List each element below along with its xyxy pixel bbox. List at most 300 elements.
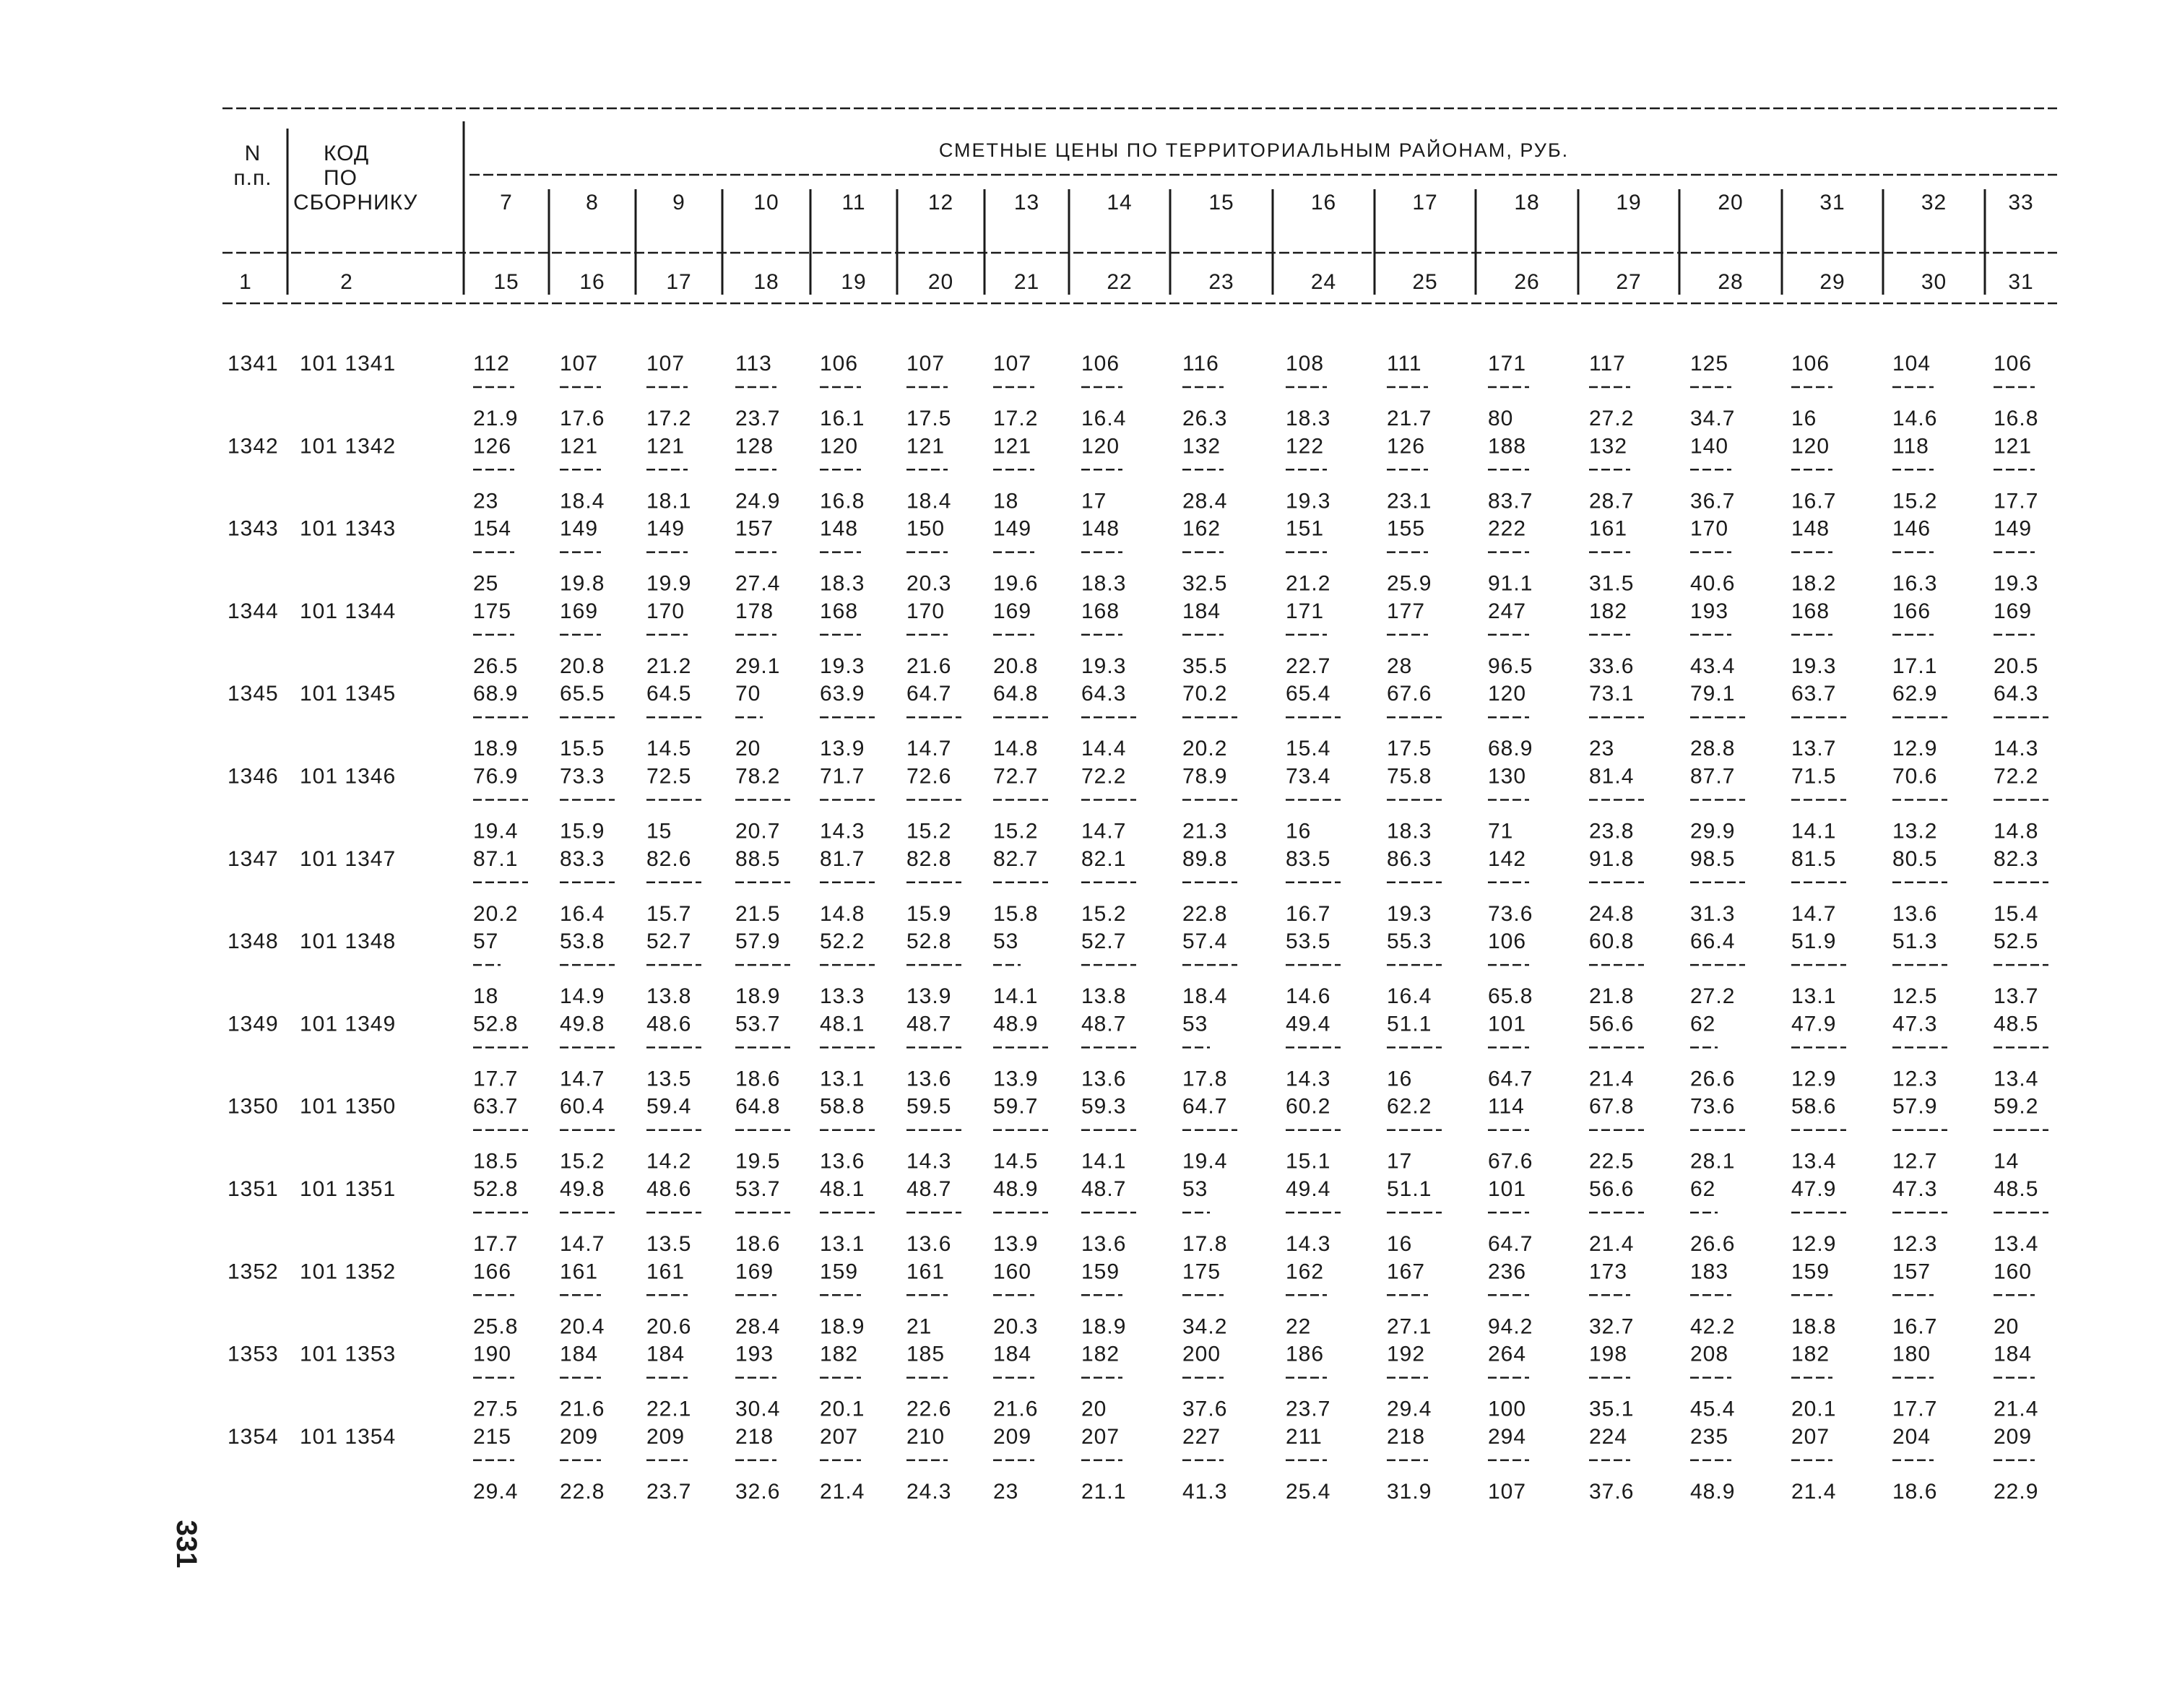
price-wage: 17.8 [1182,1232,1228,1256]
price-wage: 22.1 [646,1397,692,1421]
price-wage: 29.4 [1387,1397,1432,1421]
price-total: 185 [906,1342,945,1366]
price-total: 159 [1081,1260,1120,1284]
price-wage: 19.5 [735,1149,781,1174]
price-wage: 14.7 [560,1232,605,1256]
price-wage: 12.3 [1892,1067,1938,1091]
price-total: 83.3 [560,846,605,871]
price-total: 66.4 [1690,929,1736,954]
price-wage: 20.2 [1182,737,1228,761]
price-total: 192 [1387,1342,1426,1366]
price-wage: 12.3 [1892,1232,1938,1256]
price-wage: 22.5 [1589,1149,1635,1174]
row-code: 101 1347 [300,846,397,871]
price-total: 48.1 [820,1177,865,1201]
price-wage: 25.4 [1286,1479,1331,1504]
price-wage: 34.2 [1182,1314,1228,1339]
price-wage: 15.7 [646,901,692,926]
price-wage: 28.7 [1589,489,1635,513]
price-total: 132 [1182,434,1221,459]
table-row [228,434,2038,513]
price-wage: 18.1 [646,489,692,513]
price-wage: 14.3 [906,1149,952,1174]
price-total: 183 [1690,1260,1729,1284]
price-total: 52.8 [473,1177,519,1201]
price-wage: 16.3 [1892,571,1938,596]
price-total: 184 [1182,599,1221,623]
price-total: 175 [1182,1260,1221,1284]
region-number: 33 [2008,191,2034,214]
price-total: 72.7 [993,764,1039,789]
column-number: 27 [1616,270,1642,294]
price-total: 207 [1081,1424,1120,1449]
price-wage: 23.1 [1387,489,1432,513]
price-wage: 23.7 [735,407,781,430]
header-code-label-3: СБОРНИКУ [293,191,418,214]
price-wage: 17.7 [1892,1397,1938,1421]
price-total: 48.7 [1081,1177,1127,1201]
price-wage: 22.7 [1286,654,1331,678]
price-total: 48.7 [906,1177,952,1201]
price-total: 190 [473,1342,512,1366]
row-number: 1344 [228,599,279,623]
price-wage: 36.7 [1690,489,1736,513]
price-wage: 21.4 [820,1479,865,1504]
region-number: 17 [1412,191,1438,214]
price-total: 60.2 [1286,1094,1331,1119]
price-wage: 14.7 [1081,819,1127,844]
price-wage: 18.6 [1892,1479,1938,1504]
price-wage: 14.1 [1791,819,1837,844]
price-wage: 42.2 [1690,1314,1736,1339]
price-total: 72.2 [1081,764,1127,789]
price-total: 209 [560,1424,599,1449]
price-wage: 23.7 [646,1479,692,1504]
price-total: 170 [1690,516,1729,541]
table-row [228,1012,2048,1091]
price-total: 151 [1286,516,1325,541]
table-row [228,1260,2035,1338]
price-total: 180 [1892,1342,1931,1366]
price-wage: 48.9 [1690,1479,1736,1504]
price-wage: 21.2 [1286,571,1331,596]
price-wage: 20.4 [560,1314,605,1339]
price-total: 47.3 [1892,1177,1938,1201]
price-total: 65.5 [560,682,605,706]
price-total: 59.7 [993,1094,1039,1119]
price-wage: 14.3 [820,819,865,844]
price-wage: 22.8 [560,1479,605,1504]
price-total: 117 [1589,352,1626,376]
row-number: 1351 [228,1177,279,1201]
price-total: 224 [1589,1424,1628,1449]
price-wage: 100 [1488,1397,1527,1421]
price-wage: 21.4 [1791,1479,1837,1504]
price-wage: 18.3 [1286,407,1331,430]
price-wage: 20.2 [473,901,519,926]
price-total: 64.3 [1081,682,1127,706]
price-total: 169 [560,599,599,623]
price-total: 59.5 [906,1094,952,1119]
price-wage: 20.7 [735,819,781,844]
row-code: 101 1349 [300,1012,397,1036]
table-row [228,1095,2048,1174]
price-wage: 18.5 [473,1149,519,1174]
price-wage: 17.2 [993,407,1039,430]
price-wage: 35.5 [1182,654,1228,678]
price-wage: 14.7 [906,737,952,761]
price-wage: 16.8 [820,489,865,513]
price-total: 53.7 [735,1012,781,1036]
price-wage: 18.9 [473,737,519,761]
price-wage: 16.1 [820,407,865,430]
price-wage: 34.7 [1690,407,1736,430]
price-total: 82.6 [646,846,692,871]
price-total: 48.6 [646,1177,692,1201]
price-wage: 15.2 [906,819,952,844]
price-total: 132 [1589,434,1628,459]
price-wage: 23 [993,1479,1019,1504]
price-total: 215 [473,1424,512,1449]
price-total: 53.7 [735,1177,781,1201]
price-total: 62 [1690,1012,1716,1036]
price-total: 121 [906,434,945,459]
column-number: 29 [1819,270,1845,294]
price-total: 184 [1994,1342,2033,1366]
price-wage: 18.6 [735,1067,781,1091]
price-wage: 13.6 [1081,1232,1127,1256]
column-number: 28 [1718,270,1744,294]
price-wage: 14 [1994,1149,2020,1174]
price-wage: 21.2 [646,654,692,678]
price-total: 159 [820,1260,859,1284]
price-wage: 19.4 [1182,1149,1228,1174]
price-wage: 28.1 [1690,1149,1736,1174]
price-total: 218 [735,1424,774,1449]
price-wage: 40.6 [1690,571,1736,596]
row-code: 101 1346 [300,764,397,789]
price-total: 193 [735,1342,774,1366]
price-total: 169 [1994,599,2033,623]
price-wage: 15.5 [560,737,605,761]
price-wage: 19.9 [646,571,692,596]
price-wage: 13.1 [820,1067,865,1091]
price-wage: 16 [1286,819,1312,844]
price-total: 60.8 [1589,929,1635,954]
price-total: 55.3 [1387,929,1432,954]
price-wage: 15.2 [1892,489,1938,513]
price-wage: 13.9 [993,1067,1039,1091]
price-total: 49.8 [560,1177,605,1201]
row-code: 101 1351 [300,1177,397,1201]
price-total: 161 [646,1260,685,1284]
price-wage: 25.9 [1387,571,1432,596]
price-wage: 21 [906,1314,932,1339]
price-wage: 16.7 [1892,1314,1938,1339]
price-wage: 14.7 [560,1067,605,1091]
price-total: 107 [906,352,945,376]
price-wage: 16.7 [1791,489,1837,513]
row-code: 101 1354 [300,1424,397,1449]
price-wage: 17.5 [906,407,952,430]
price-total: 72.2 [1994,764,2039,789]
price-total: 175 [473,599,512,623]
price-total: 57 [473,929,499,954]
price-total: 47.9 [1791,1012,1837,1036]
price-wage: 15.2 [1081,901,1127,926]
row-code: 101 1343 [300,516,397,541]
price-total: 52.8 [906,929,952,954]
price-total: 116 [1182,352,1219,376]
table-body [228,352,2048,1504]
region-number: 19 [1616,191,1642,214]
column-number: 22 [1107,270,1133,294]
price-total: 86.3 [1387,846,1432,871]
price-wage: 21.1 [1081,1479,1127,1504]
price-wage: 13.6 [906,1067,952,1091]
price-total: 112 [473,352,510,376]
price-total: 71.7 [820,764,865,789]
price-total: 63.7 [1791,682,1837,706]
price-total: 148 [1791,516,1830,541]
price-total: 51.9 [1791,929,1837,954]
price-total: 73.3 [560,764,605,789]
column-number: 25 [1412,270,1438,294]
price-wage: 22.6 [906,1397,952,1421]
region-number: 18 [1514,191,1540,214]
price-wage: 18.6 [735,1232,781,1256]
price-total: 218 [1387,1424,1426,1449]
price-total: 207 [820,1424,859,1449]
table-row [228,599,2038,678]
price-total: 211 [1286,1424,1323,1449]
price-total: 114 [1488,1094,1525,1119]
price-total: 169 [993,599,1032,623]
region-number: 8 [586,191,599,214]
price-wage: 21.9 [473,407,519,430]
region-number: 10 [753,191,779,214]
price-total: 120 [1488,682,1527,706]
price-wage: 20.3 [906,571,952,596]
table-row [228,1343,2038,1421]
price-total: 159 [1791,1260,1830,1284]
price-total: 107 [993,352,1032,376]
price-total: 121 [1994,434,2033,459]
price-total: 207 [1791,1424,1830,1449]
row-number: 1352 [228,1260,279,1284]
row-number: 1345 [228,682,279,706]
price-total: 168 [1081,599,1120,623]
price-total: 149 [646,516,685,541]
price-total: 48.7 [1081,1012,1127,1036]
price-wage: 17.5 [1387,737,1432,761]
price-total: 48.7 [906,1012,952,1036]
price-wage: 14.1 [1081,1149,1127,1174]
price-total: 121 [560,434,599,459]
price-wage: 27.2 [1589,407,1635,430]
price-total: 47.9 [1791,1177,1837,1201]
price-wage: 16 [1387,1067,1413,1091]
price-total: 193 [1690,599,1729,623]
price-total: 87.1 [473,846,519,871]
price-total: 82.7 [993,846,1039,871]
price-total: 64.5 [646,682,692,706]
price-total: 59.2 [1994,1094,2039,1119]
price-total: 121 [993,434,1032,459]
price-wage: 23 [473,489,499,513]
price-total: 51.3 [1892,929,1938,954]
price-wage: 32.6 [735,1479,781,1504]
price-total: 64.8 [993,682,1039,706]
price-total: 91.8 [1589,846,1635,871]
page-number: 331 [170,1520,202,1569]
price-total: 101 [1488,1177,1527,1201]
price-wage: 16 [1387,1232,1413,1256]
price-wage: 14.6 [1892,407,1938,430]
price-wage: 21.7 [1387,407,1432,430]
price-wage: 28.8 [1690,737,1736,761]
price-wage: 18.4 [906,489,952,513]
price-total: 186 [1286,1342,1325,1366]
price-wage: 32.5 [1182,571,1228,596]
row-code: 101 1342 [300,434,397,459]
price-wage: 18.2 [1791,571,1837,596]
price-wage: 15.4 [1286,737,1331,761]
row-number: 1354 [228,1424,279,1449]
price-total: 48.9 [993,1012,1039,1036]
price-total: 166 [1892,599,1931,623]
price-total: 78.9 [1182,764,1228,789]
price-total: 236 [1488,1260,1527,1284]
column-number: 15 [493,270,519,294]
price-total: 126 [1387,434,1426,459]
price-total: 107 [646,352,685,376]
price-wage: 18.4 [1182,984,1228,1009]
price-wage: 20.1 [1791,1397,1837,1421]
price-total: 209 [646,1424,685,1449]
price-wage: 27.2 [1690,984,1736,1009]
price-total: 68.9 [473,682,519,706]
price-wage: 13.6 [1081,1067,1127,1091]
price-wage: 65.8 [1488,984,1533,1009]
price-total: 200 [1182,1342,1221,1366]
price-total: 53.5 [1286,929,1331,954]
price-total: 140 [1690,434,1729,459]
price-total: 72.6 [906,764,952,789]
price-wage: 13.5 [646,1232,692,1256]
price-total: 170 [906,599,945,623]
price-total: 64.7 [1182,1094,1228,1119]
price-total: 184 [560,1342,599,1366]
row-code: 101 1341 [300,352,397,376]
price-wage: 13.8 [646,984,692,1009]
price-wage: 28 [1387,654,1413,678]
price-wage: 12.9 [1892,737,1938,761]
row-number: 1346 [228,764,279,789]
price-wage: 19.3 [820,654,865,678]
price-wage: 17 [1081,489,1107,513]
price-total: 130 [1488,764,1527,789]
price-wage: 12.9 [1791,1232,1837,1256]
header-column-numbers [493,270,2033,294]
price-total: 264 [1488,1342,1527,1366]
price-total: 113 [735,352,772,376]
row-number: 1341 [228,352,279,376]
price-total: 210 [906,1424,945,1449]
price-total: 56.6 [1589,1177,1635,1201]
region-number: 7 [500,191,513,214]
price-wage: 21.6 [906,654,952,678]
price-wage: 17.6 [560,407,605,430]
price-total: 52.5 [1994,929,2039,954]
price-wage: 16.4 [1387,984,1432,1009]
price-wage: 23 [1589,737,1615,761]
region-number: 15 [1208,191,1234,214]
price-wage: 13.6 [1892,901,1938,926]
price-wage: 14.1 [993,984,1039,1009]
price-total: 49.4 [1286,1012,1331,1036]
price-wage: 17.1 [1892,654,1938,678]
header-title: СМЕТНЫЕ ЦЕНЫ ПО ТЕРРИТОРИАЛЬНЫМ РАЙОНАМ, РУБ. [938,139,1570,161]
price-wage: 19.3 [1994,571,2039,596]
price-total: 48.9 [993,1177,1039,1201]
price-wage: 94.2 [1488,1314,1533,1339]
column-number: 23 [1208,270,1234,294]
price-total: 58.8 [820,1094,865,1119]
price-wage: 23.8 [1589,819,1635,844]
price-wage: 18.9 [1081,1314,1127,1339]
price-wage: 14.3 [1286,1067,1331,1091]
price-wage: 91.1 [1488,571,1533,596]
price-total: 168 [820,599,859,623]
price-total: 106 [1488,929,1527,954]
price-wage: 13.3 [820,984,865,1009]
price-wage: 18 [993,489,1019,513]
price-wage: 13.2 [1892,819,1938,844]
price-total: 65.4 [1286,682,1331,706]
price-total: 62.2 [1387,1094,1432,1119]
table-row [228,1177,2048,1256]
price-wage: 19.3 [1081,654,1127,678]
price-total: 173 [1589,1260,1628,1284]
price-total: 120 [820,434,859,459]
price-wage: 68.9 [1488,737,1533,761]
price-wage: 22.9 [1994,1479,2039,1504]
price-total: 51.1 [1387,1012,1432,1036]
price-wage: 21.8 [1589,984,1635,1009]
price-total: 58.6 [1791,1094,1837,1119]
price-wage: 31.5 [1589,571,1635,596]
price-total: 75.8 [1387,764,1432,789]
price-total: 64.7 [906,682,952,706]
price-wage: 18.4 [560,489,605,513]
price-wage: 13.6 [820,1149,865,1174]
price-total: 73.1 [1589,682,1635,706]
price-total: 67.6 [1387,682,1432,706]
price-total: 81.5 [1791,846,1837,871]
price-total: 53 [993,929,1019,954]
price-total: 227 [1182,1424,1221,1449]
price-wage: 16.4 [1081,407,1127,430]
price-total: 89.8 [1182,846,1228,871]
price-total: 167 [1387,1260,1426,1284]
price-wage: 20 [1081,1397,1107,1421]
price-wage: 13.7 [1994,984,2039,1009]
price-total: 171 [1488,352,1527,376]
price-total: 182 [1589,599,1628,623]
price-wage: 20.1 [820,1397,865,1421]
price-wage: 20.8 [993,654,1039,678]
